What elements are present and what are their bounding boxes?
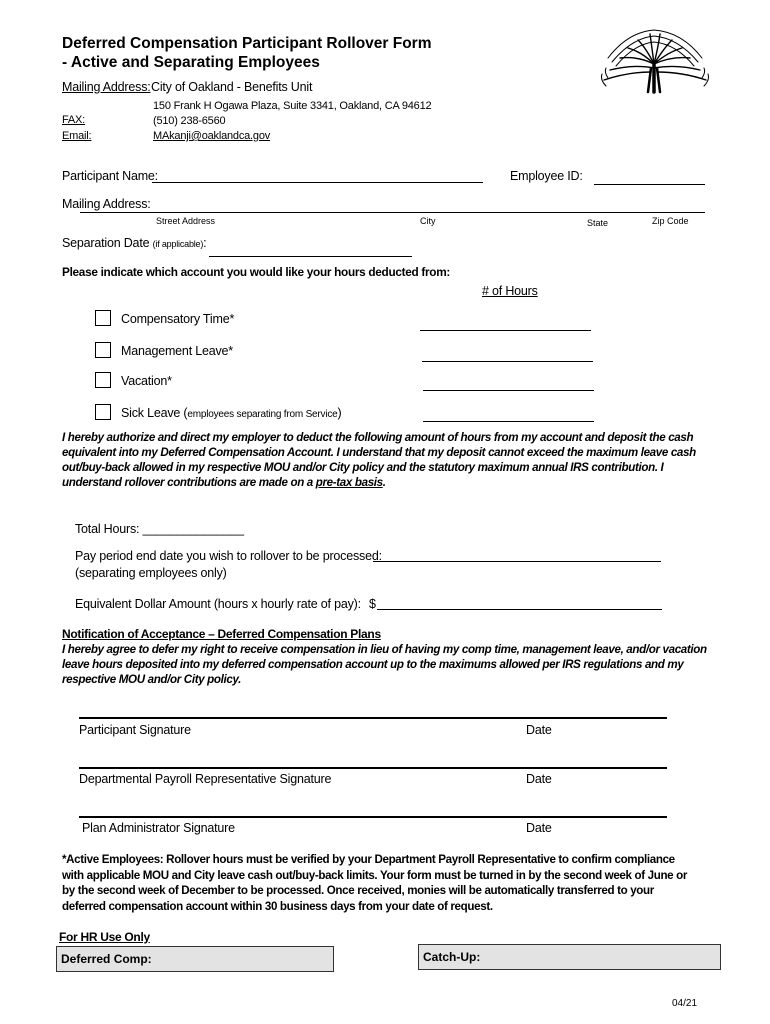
management-leave-label: Management Leave*: [121, 344, 233, 358]
pre-tax-basis-text: pre-tax basis: [315, 476, 383, 489]
compensatory-time-label: Compensatory Time*: [121, 312, 235, 326]
management-leave-hours-field[interactable]: [422, 361, 593, 362]
participant-name-label: Participant Name:: [62, 169, 158, 183]
sick-leave-label: Sick Leave (employees separating from Service): [121, 406, 342, 420]
pay-period-label: Pay period end date you wish to rollover to be processed:: [75, 549, 382, 563]
management-leave-checkbox[interactable]: [95, 342, 111, 358]
total-hours-field[interactable]: Total Hours: _______________: [75, 522, 244, 536]
admin-date-label: Date: [526, 821, 552, 835]
form-version: 04/21: [672, 998, 698, 1009]
separation-date-field[interactable]: [209, 256, 412, 257]
compensatory-time-checkbox[interactable]: [95, 310, 111, 326]
separation-date-label: Separation Date (if applicable):: [62, 236, 207, 250]
hr-use-heading: For HR Use Only: [59, 930, 150, 944]
payroll-date-label: Date: [526, 772, 552, 786]
city-of-oakland-tree-logo: [598, 28, 710, 94]
state-caption: State: [587, 218, 609, 228]
sick-leave-checkbox[interactable]: [95, 404, 111, 420]
participant-date-label: Date: [526, 723, 552, 737]
pay-period-date-field[interactable]: [373, 561, 661, 562]
fax-value: (510) 238-6560: [153, 115, 226, 127]
admin-signature-label: Plan Administrator Signature: [82, 821, 235, 835]
address-line2: 150 Frank H Ogawa Plaza, Suite 3341, Oakland, CA 94612: [153, 100, 432, 112]
email-label: Email:: [62, 130, 92, 142]
notification-statement: I hereby agree to defer my right to receive compensation in lieu of having my comp time, management leave, and/or vacation leave hours deposited into my deferred compensation account up to the maximums allowed per IRS regulations and my respective MOU and/or City policy.: [62, 643, 707, 686]
email-link[interactable]: MAkanji@oaklandca.gov: [153, 130, 271, 142]
deferred-comp-box[interactable]: Deferred Comp:: [56, 946, 334, 972]
participant-signature-label: Participant Signature: [79, 723, 191, 737]
compensatory-time-hours-field[interactable]: [420, 330, 591, 331]
fax-label: FAX:: [62, 114, 86, 126]
form-title-line2: - Active and Separating Employees: [62, 54, 320, 71]
equivalent-dollar-field[interactable]: [377, 609, 662, 610]
employee-id-label: Employee ID:: [510, 169, 583, 183]
vacation-hours-field[interactable]: [423, 390, 594, 391]
separation-date-note: (if applicable): [152, 239, 204, 249]
sick-leave-note: employees separating from Service: [187, 409, 338, 420]
participant-signature-line[interactable]: [79, 717, 667, 719]
sick-leave-hours-field[interactable]: [423, 421, 594, 422]
mailing-address-field[interactable]: [80, 212, 705, 213]
employee-id-field[interactable]: [594, 184, 705, 185]
active-employees-footnote: *Active Employees: Rollover hours must be verified by your Department Payroll Representative to confirm compliance with applicable MOU and City leave cash out/buy-back limits. Your form must be turned in by the second week of June or by the second week of December to be processed. Once received, monies will be automatically transferred to your deferred compensation account within 30 business days from your date of request.: [62, 853, 688, 913]
vacation-label: Vacation*: [121, 374, 172, 388]
notification-heading: Notification of Acceptance – Deferred Compensation Plans: [62, 627, 381, 641]
mailing-address-field-label: Mailing Address:: [62, 197, 151, 211]
vacation-checkbox[interactable]: [95, 372, 111, 388]
catch-up-box[interactable]: Catch-Up:: [418, 944, 721, 970]
zip-code-caption: Zip Code: [652, 216, 689, 226]
admin-signature-line[interactable]: [79, 816, 667, 818]
dollar-sign: $: [369, 597, 376, 611]
participant-name-field[interactable]: [152, 182, 483, 183]
payroll-signature-label: Departmental Payroll Representative Signature: [79, 772, 332, 786]
form-title-line1: Deferred Compensation Participant Rollover Form: [62, 35, 432, 52]
payroll-signature-line[interactable]: [79, 767, 667, 769]
city-caption: City: [420, 216, 436, 226]
authorization-statement: I hereby authorize and direct my employer to deduct the following amount of hours from my account and deposit the cash equivalent into my Deferred Compensation Account. I understand that my deposit cannot exceed the maximum leave cash out/buy-back allowed in my respective MOU and/or City policy and the statutory maximum annual IRS contribution. I understand rollover contributions are made on a pre-tax basis.: [62, 431, 696, 489]
mailing-address-value: City of Oakland - Benefits Unit: [151, 80, 313, 94]
hours-column-header: # of Hours: [482, 284, 538, 298]
account-instruction: Please indicate which account you would like your hours deducted from:: [62, 265, 451, 279]
equivalent-dollar-label: Equivalent Dollar Amount (hours x hourly rate of pay):: [75, 597, 361, 611]
pay-period-note: (separating employees only): [75, 566, 227, 580]
street-address-caption: Street Address: [156, 216, 216, 226]
mailing-address-label: Mailing Address:: [62, 80, 151, 94]
